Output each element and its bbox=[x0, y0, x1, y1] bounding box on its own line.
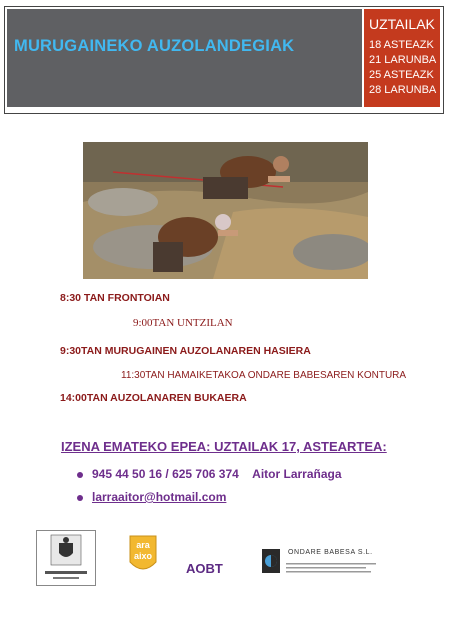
araraixo-text-aixo: aixo bbox=[133, 551, 153, 561]
bullet-icon bbox=[77, 495, 83, 501]
excavation-photo bbox=[83, 142, 368, 279]
date-item: 21 LARUNBA bbox=[369, 54, 437, 66]
schedule-item-bukaera: 14:00TAN AUZOLANAREN BUKAERA bbox=[60, 392, 247, 404]
registration-title: IZENA EMATEKO EPEA: UZTAILAK 17, ASTEARTEA: bbox=[61, 439, 387, 454]
contact-line bbox=[92, 467, 342, 481]
email-link[interactable]: larraaitor@hotmail.com bbox=[92, 490, 227, 504]
page-title: MURUGAINEKO AUZOLANDEGIAK bbox=[14, 37, 295, 55]
araraixo-logo bbox=[129, 535, 157, 580]
header-title-box bbox=[7, 9, 362, 107]
schedule-sub-hamaiketakoa: 11:30TAN HAMAIKETAKOA ONDARE BABESAREN KONTURA bbox=[121, 370, 407, 381]
date-item: 28 LARUNBA bbox=[369, 84, 437, 96]
ondare-babesa-label: ONDARE BABESA S.L. bbox=[288, 549, 373, 556]
contact-name: Aitor Larrañaga bbox=[252, 467, 342, 481]
date-item: 18 ASTEAZK bbox=[369, 39, 434, 51]
bullet-icon bbox=[77, 472, 83, 478]
month-label: UZTAILAK bbox=[369, 16, 435, 32]
araraixo-text-ara: ara bbox=[136, 540, 150, 550]
date-box bbox=[364, 9, 440, 107]
schedule-item-hasiera: 9:30TAN MURUGAINEN AUZOLANAREN HASIERA bbox=[60, 345, 311, 357]
ayuntamiento-logo bbox=[36, 530, 96, 586]
ondare-babesa-logo bbox=[262, 547, 382, 582]
date-item: 25 ASTEAZK bbox=[369, 69, 434, 81]
aobt-logo: AOBT bbox=[186, 561, 223, 576]
schedule-sub-untzila: 9:00TAN UNTZILAN bbox=[133, 317, 233, 329]
phone-number[interactable]: 945 44 50 16 / 625 706 374 bbox=[92, 467, 239, 481]
schedule-item-frontoia: 8:30 TAN FRONTOIAN bbox=[60, 292, 170, 304]
